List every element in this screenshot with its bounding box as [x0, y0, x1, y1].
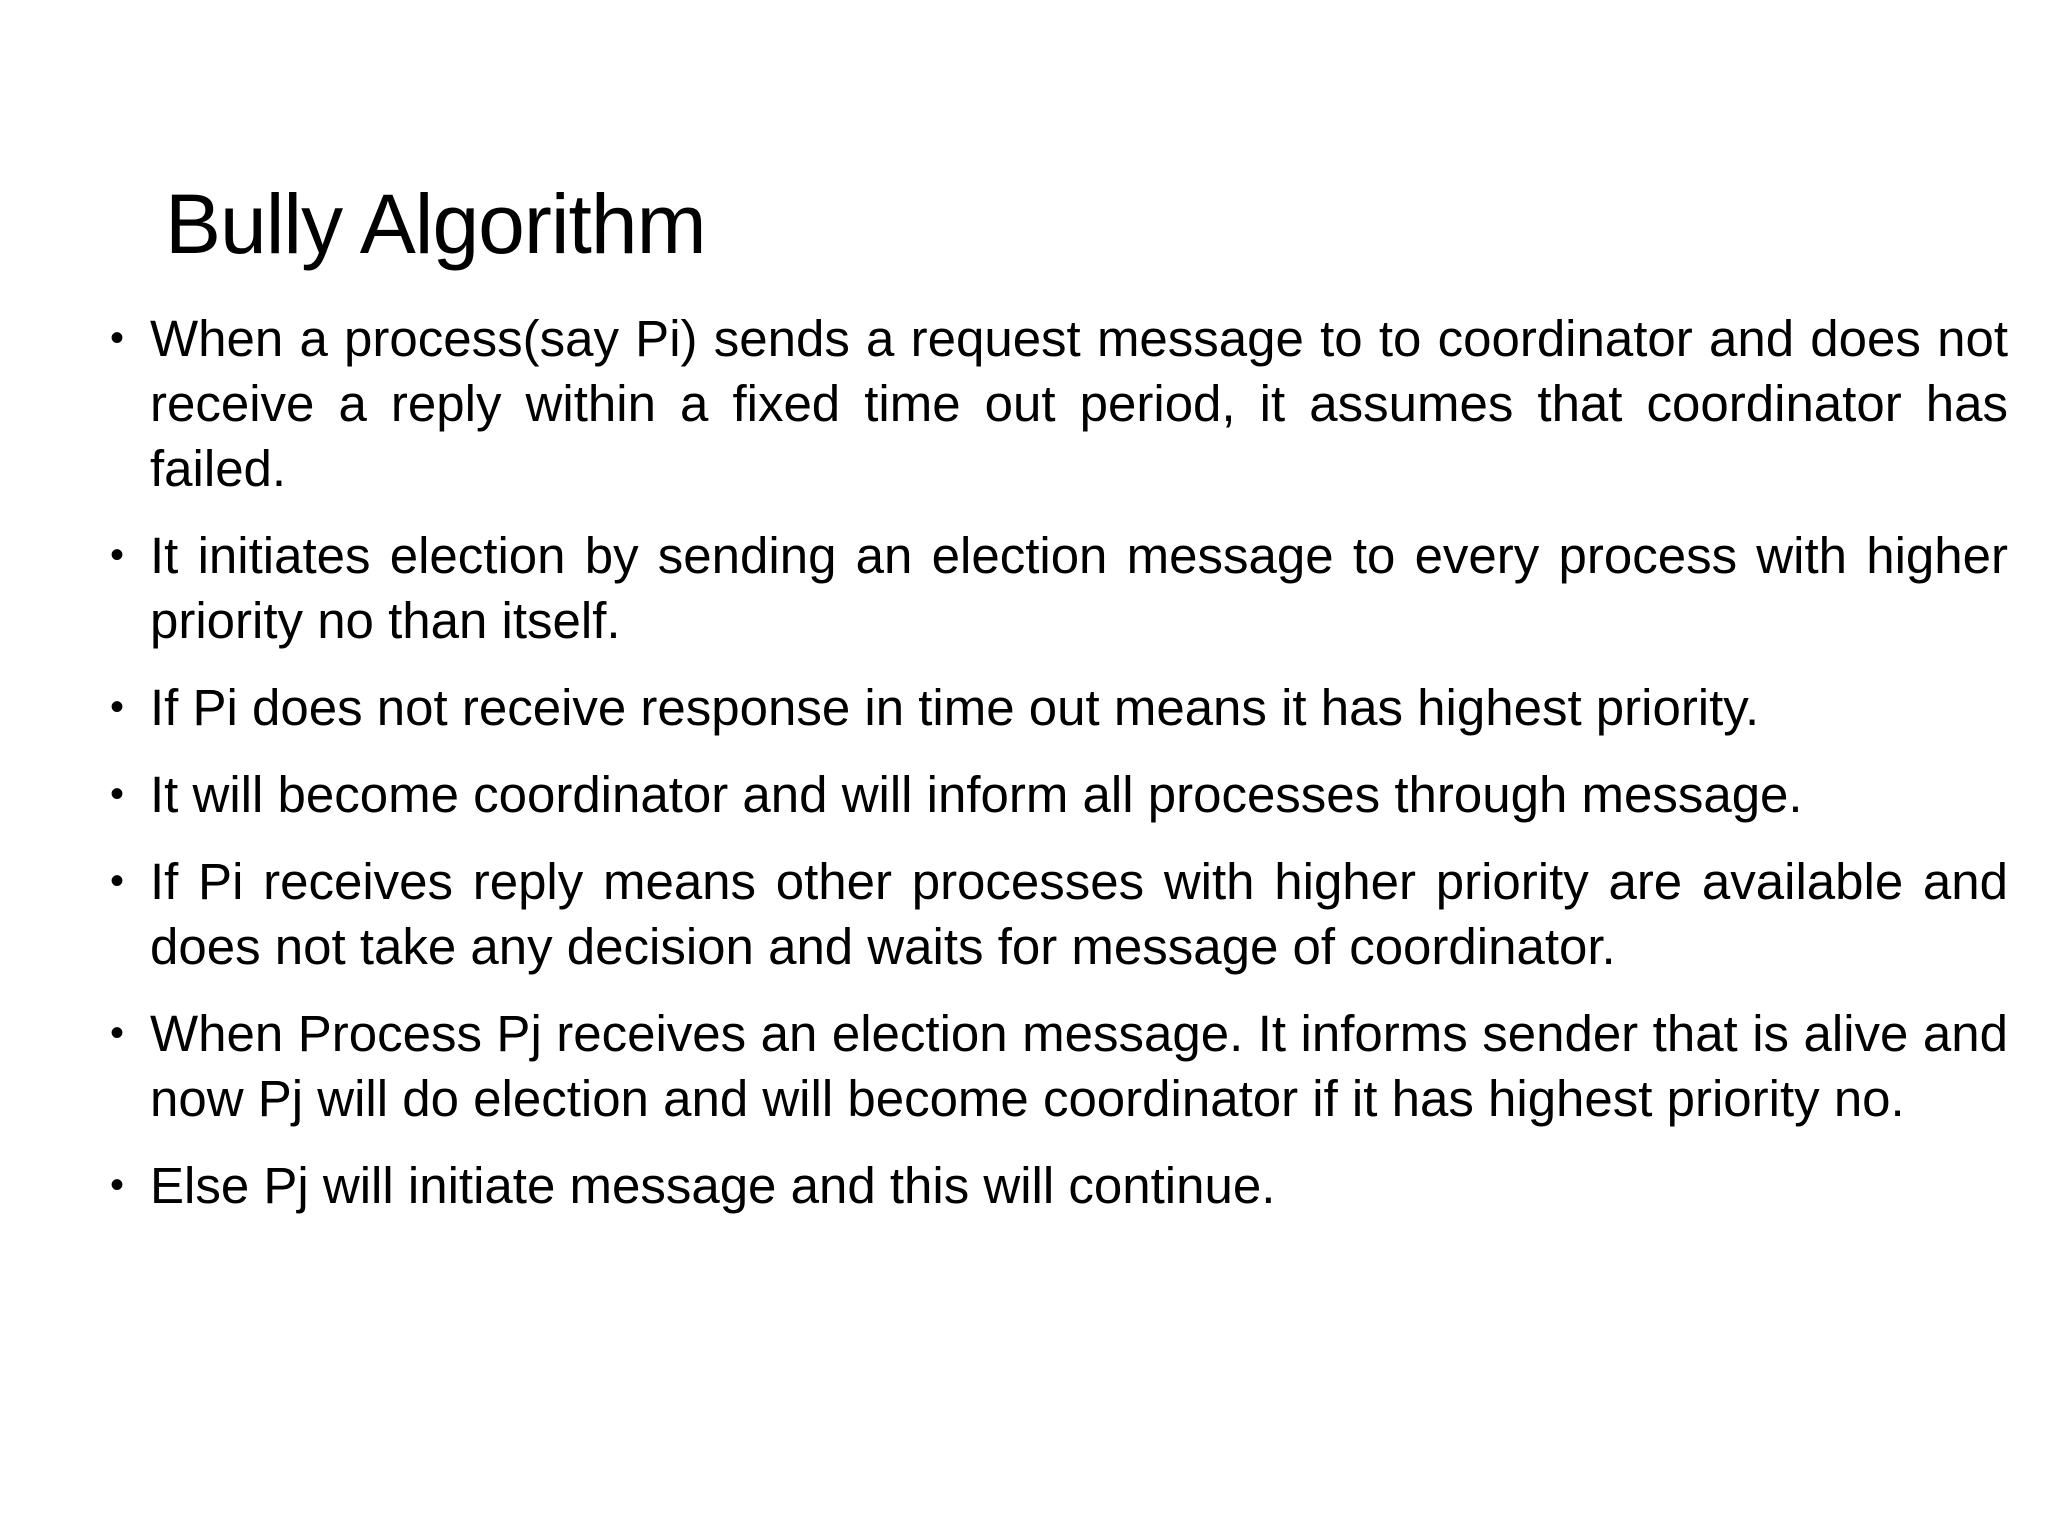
bullet-text: When Process Pj receives an election message. It informs sender that is alive and now Pj will do election and will become coordinator if it has highest priority no.	[150, 1005, 2008, 1127]
bullet-icon: •	[110, 859, 125, 903]
bullet-icon: •	[110, 316, 125, 360]
bullet-item	[110, 1001, 2008, 1131]
bullet-item	[110, 306, 2008, 501]
bullet-icon: •	[110, 685, 125, 729]
bullet-item	[110, 523, 2008, 653]
bullet-icon: •	[110, 533, 125, 577]
bullet-item	[110, 762, 2008, 827]
bullet-icon: •	[110, 1011, 125, 1055]
bullet-text: It initiates election by sending an election message to every process with higher priority no than itself.	[150, 527, 2008, 649]
bullet-item	[110, 675, 2008, 740]
bullet-text: If Pi does not receive response in time out means it has highest priority.	[150, 679, 1760, 736]
bullet-text: Else Pj will initiate message and this will continue.	[150, 1157, 1276, 1214]
bullet-item	[110, 1153, 2008, 1218]
bullet-text: It will become coordinator and will inform all processes through message.	[150, 766, 1803, 823]
bullet-icon: •	[110, 772, 125, 816]
bullet-item	[110, 849, 2008, 979]
bullet-text: If Pi receives reply means other processes with higher priority are available and does not take any decision and waits for message of coordinator.	[150, 853, 2008, 975]
bullet-text: When a process(say Pi) sends a request message to to coordinator and does not receive a reply within a fixed time out period, it assumes that coordinator has failed.	[150, 310, 2008, 497]
bullet-icon: •	[110, 1163, 125, 1207]
bullet-list	[110, 306, 2008, 1240]
slide-title: Bully Algorithm	[165, 177, 706, 271]
